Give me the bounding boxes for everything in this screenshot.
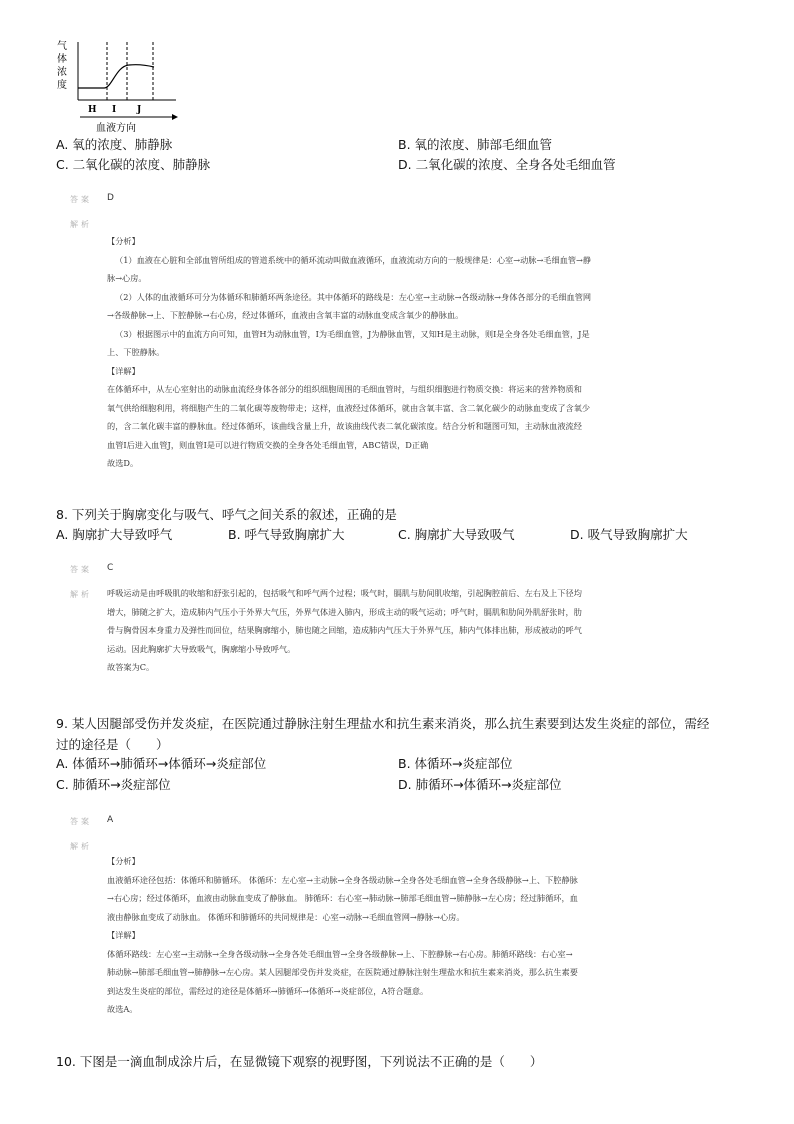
q9-analysis-line: 【详解】: [107, 930, 140, 940]
q9-analysis-line: →右心房；经过体循环，血液由动脉血变成了静脉血。 肺循环：右心室→肺动脉→肺部毛细血管→肺静脉→左心房；经过肺循环，血: [107, 893, 578, 903]
q7-analysis-line: 故选D。: [107, 458, 139, 468]
q8-option-c: C. 胸廓扩大导致吸气: [398, 527, 515, 542]
q9-analysis-line: 【分析】: [107, 856, 140, 866]
q9-analysis-line: 血液循环途径包括：体循环和肺循环。 体循环：左心室→主动脉→全身各级动脉→全身各处毛细血管→全身各级静脉→上、下腔静脉: [107, 874, 578, 885]
q7-analysis-line: 的，含二氧化碳丰富的静脉血。经过体循环，该曲线含量上升，故该曲线代表二氧化碳浓度。结合分析和题图可知，主动脉血液流经: [107, 421, 582, 431]
q8-analysis: [107, 584, 747, 677]
graph-tick-i: I: [112, 105, 117, 115]
q9-answer: A: [107, 815, 114, 825]
q8-answer-tag: 答案: [70, 565, 92, 574]
graph-y-label-4: 度: [57, 80, 67, 91]
gas-concentration-graph: [54, 38, 184, 138]
q8-stem: 8. 下列关于胸廓变化与吸气、呼气之间关系的叙述，正确的是: [56, 507, 397, 522]
q8-answer: C: [107, 563, 114, 573]
q9-option-d: D. 肺循环→体循环→炎症部位: [398, 777, 562, 792]
q9-stem-line-1: 9. 某人因腿部受伤并发炎症，在医院通过静脉注射生理盐水和抗生素来消炎，那么抗生素要到达发生炎症的部位，需经: [56, 716, 710, 731]
graph-curve: [78, 65, 154, 88]
graph-y-label-3: 浓: [57, 67, 67, 78]
q9-analysis-line: 故选A。: [107, 1004, 138, 1014]
q8-analysis-tag: 解析: [70, 590, 92, 599]
q7-answer: D: [107, 193, 114, 203]
q7-analysis-line: 脉→心房。: [107, 273, 147, 283]
graph-y-label-1: 气: [57, 41, 67, 52]
q9-analysis: [107, 852, 747, 1019]
q7-analysis: [107, 232, 747, 473]
graph-y-label-2: 体: [57, 54, 67, 65]
q9-answer-tag: 答案: [70, 817, 92, 826]
q10-stem: 10. 下图是一滴血制成涂片后，在显微镜下观察的视野图，下列说法不正确的是（ ）: [56, 1054, 543, 1069]
graph-arrow-head: [172, 114, 178, 120]
q7-analysis-line: 【详解】: [107, 365, 140, 376]
q7-analysis-line: 氧气供给细胞利用，将细胞产生的二氧化碳等废物带走；这样，血液经过体循环，就由含氧丰富、含二氧化碳少的动脉血变成了含氧少: [107, 402, 591, 413]
q8-analysis-line: 故答案为C。: [107, 662, 155, 672]
q7-option-c: C. 二氧化碳的浓度、肺静脉: [56, 157, 211, 172]
q9-option-c: C. 肺循环→炎症部位: [56, 777, 171, 792]
q9-analysis-tag: 解析: [70, 842, 92, 851]
q8-option-b: B. 呼气导致胸廓扩大: [228, 527, 345, 542]
q7-analysis-line: 上、下腔静脉。: [107, 347, 165, 357]
q7-analysis-line: （1）血液在心脏和全部血管所组成的管道系统中的循环流动叫做血液循环，血液流动方向的一般规律是：心室→动脉→毛细血管→静: [115, 254, 592, 265]
graph-x-label: 血液方向: [96, 123, 136, 134]
q9-stem-line-2: 过的途径是（ ）: [56, 737, 169, 752]
q9-analysis-line: 液由静脉血变成了动脉血。 体循环和肺循环的共同规律是：心室→动脉→毛细血管网→静脉→心房。: [107, 911, 465, 922]
q8-option-d: D. 吸气导致胸廓扩大: [570, 527, 688, 542]
q7-analysis-line: 在体循环中，从左心室射出的动脉血流经身体各部分的组织细胞周围的毛细血管时，与组织细胞进行物质交换：将运来的营养物质和: [107, 384, 582, 394]
q7-option-b: B. 氧的浓度、肺部毛细血管: [398, 137, 553, 152]
q8-analysis-line: 呼吸运动是由呼吸肌的收缩和舒张引起的，包括吸气和呼气两个过程；吸气时，膈肌与肋间肌收缩，引起胸腔前后、左右及上下径均: [107, 588, 582, 598]
q8-analysis-line: 骨与胸骨因本身重力及弹性而回位，结果胸廓缩小，肺也随之回缩，造成肺内气压大于外界气压，肺内气体排出肺，形成被动的呼气: [107, 625, 582, 635]
q7-answer-tag: 答案: [70, 195, 92, 204]
q9-analysis-line: 肺动脉→肺部毛细血管→肺静脉→左心房。某人因腿部受伤并发炎症，在医院通过静脉注射生理盐水和抗生素来消炎，那么抗生素要: [107, 967, 578, 977]
q8-analysis-line: 增大，肺随之扩大，造成肺内气压小于外界大气压，外界气体进入肺内，形成主动的吸气运动；呼气时，膈肌和肋间外肌舒张时，肋: [107, 606, 582, 617]
q8-option-a: A. 胸廓扩大导致呼气: [56, 527, 173, 542]
q7-analysis-line: （2）人体的血液循环可分为体循环和肺循环两条途径。其中体循环的路线是：左心室→主动脉→各级动脉→身体各部分的毛细血管网: [115, 291, 592, 302]
graph-tick-h: H: [88, 105, 97, 115]
q8-analysis-line: 运动。因此胸廓扩大导致吸气，胸廓缩小导致呼气。: [107, 643, 296, 654]
q7-analysis-line: →各级静脉→上、下腔静脉→右心房，经过体循环，血液由含氧丰富的动脉血变成含氧少的静脉血。: [107, 310, 464, 320]
q7-analysis-line: 血管I后进入血管J，则血管I是可以进行物质交换的全身各处毛细血管，ABC错误，D正确: [107, 439, 429, 450]
q9-option-a: A. 体循环→肺循环→体循环→炎症部位: [56, 756, 267, 771]
q7-analysis-tag: 解析: [70, 220, 92, 229]
q9-option-b: B. 体循环→炎症部位: [398, 756, 513, 771]
q7-analysis-line: （3）根据图示中的血流方向可知，血管H为动脉血管，I为毛细血管，J为静脉血管，又知H是主动脉，则I是全身各处毛细血管，J是: [115, 328, 590, 339]
q7-option-d: D. 二氧化碳的浓度、全身各处毛细血管: [398, 157, 616, 172]
q9-analysis-line: 体循环路线：左心室→主动脉→全身各级动脉→全身各处毛细血管→全身各级静脉→上、下腔静脉→右心房。肺循环路线：右心室→: [107, 948, 573, 959]
graph-tick-j: J: [137, 105, 142, 115]
q9-analysis-line: 到达发生炎症的部位，需经过的途径是体循环→肺循环→体循环→炎症部位，A符合题意。: [107, 985, 429, 996]
q7-analysis-line: 【分析】: [107, 236, 140, 246]
q7-option-a: A. 氧的浓度、肺静脉: [56, 137, 173, 152]
